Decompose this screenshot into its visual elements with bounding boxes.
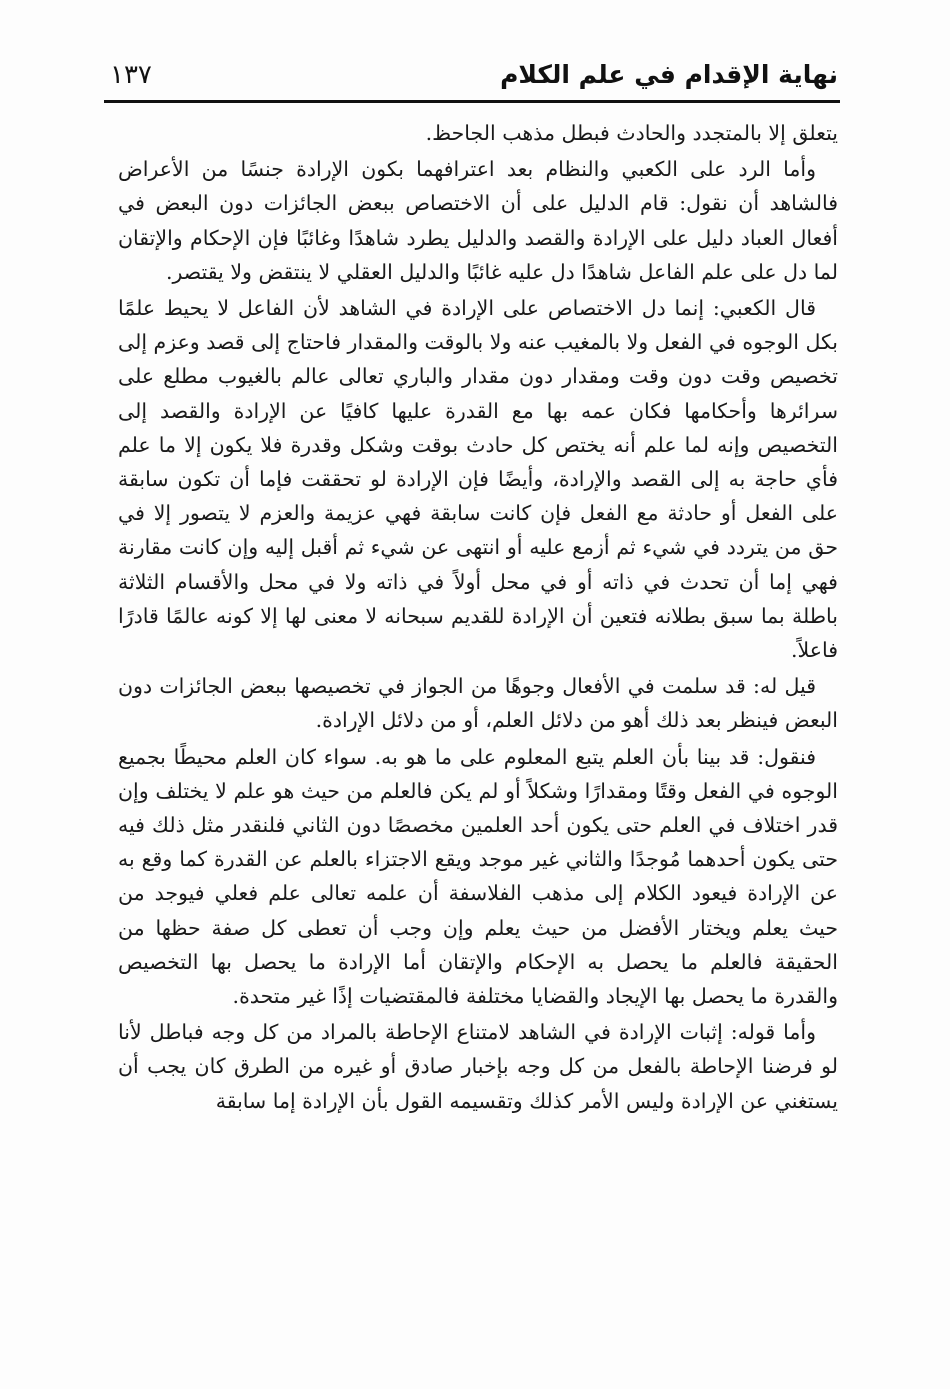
paragraph: وأما الرد على الكعبي والنظام بعد اعترافهما بكون الإرادة جنسًا من الأعراض فالشاهد أن نقول: قام الدليل على أن الاختصاص ببعض الجائزات دون البعض في أفعال العباد دليل على الإرادة والقصد والدليل يطرد شاهدًا وغائبًا فإن الإحكام والإتقان لما دل على علم الفاعل شاهدًا دل عليه غائبًا والدليل العقلي لا ينتقض ولا يقتصر. [118,157,838,284]
paragraph: فنقول: قد بينا بأن العلم يتبع المعلوم على ما هو به. سواء كان العلم محيطًا بجميع الوجوه في الفعل وقتًا ومقدارًا وشكلاً أو لم يكن فالعلم من حيث هو علم لا يختلف وإن قدر اختلاف في العلم حتى يكون أحد العلمين مخصصًا دون الثاني فلنقدر مثل ذلك فيه حتى يكون أحدهما مُوجدًا والثاني غير موجد ويقع الاجتزاء بالعلم عن القدرة كما وقع به عن الإرادة فيعود الكلام إلى مذهب الفلاسفة أن علمه تعالى علم فعلي فيوجد من حيث يعلم ويختار الأفضل من حيث يعلم وإن وجب أن تعطى كل صفة حظها من الحقيقة فالعلم ما يحصل به الإحكام والإتقان أما الإرادة ما يحصل بها التخصيص والقدرة ما يحصل بها الإيجاد والقضايا مختلفة فالمقتضيات إذًا غير متحدة. [118,744,838,1009]
book-title: نهاية الإقدام في علم الكلام [500,60,838,89]
body-text [118,116,838,1118]
running-header [110,54,838,102]
paragraph: قال الكعبي: إنما دل الاختصاص على الإرادة في الشاهد لأن الفاعل لا يحيط علمًا بكل الوجوه في الفعل ولا بالمغيب عنه ولا بالوقت والمقدار فاحتاج إلى قصد وعزم إلى تخصيص وقت دون وقت ومقدار دون مقدار والباري تعالى عالم بالغيوب مطلع على سرائرها وأحكامها فكان عمه بها مع القدرة عليها كافيًا عن الإرادة والقصد إلى التخصيص وإنه لما علم أنه يختص كل حادث بوقت وشكل وقدرة فلا يكون إلا ما علم فأي حاجة به إلى القصد والإرادة، وأيضًا فإن الإرادة لو تحققت فإما أن تكون سابقة على الفعل أو حادثة مع الفعل فإن كانت سابقة فهي عزيمة والعزم لا يتصور إلا في حق من يتردد في شيء ثم أزمع عليه أو انتهى عن شيء ثم أقبل إليه وإن كانت مقارنة فهي إما أن تحدث في ذاته أو في محل أولاً في ذاته ولا في محل والأقسام الثلاثة باطلة بما سبق بطلانه فتعين أن الإرادة للقديم سبحانه لا معنى لها إلا كونه عالمًا قادرًا فاعلاً. [118,296,838,663]
paragraph: قيل له: قد سلمت في الأفعال وجوهًا من الجواز في تخصيصها ببعض الجائزات دون البعض فينظر بعد ذلك أهو من دلائل العلم، أو من دلائل الإرادة. [118,674,838,733]
paragraph: وأما قوله: إثبات الإرادة في الشاهد لامتناع الإحاطة بالمراد من كل وجه فباطل لأنا لو فرضنا الإحاطة بالفعل من كل وجه بإخبار صادق أو غيره من الطرق كان يجب أن يستغني عن الإرادة وليس الأمر كذلك وتقسيمه القول بأن الإرادة إما سابقة [118,1020,838,1113]
paragraph: يتعلق إلا بالمتجدد والحادث فبطل مذهب الجاحظ. [425,121,838,145]
page-number: ١٣٧ [110,60,152,90]
header-rule [104,100,840,103]
